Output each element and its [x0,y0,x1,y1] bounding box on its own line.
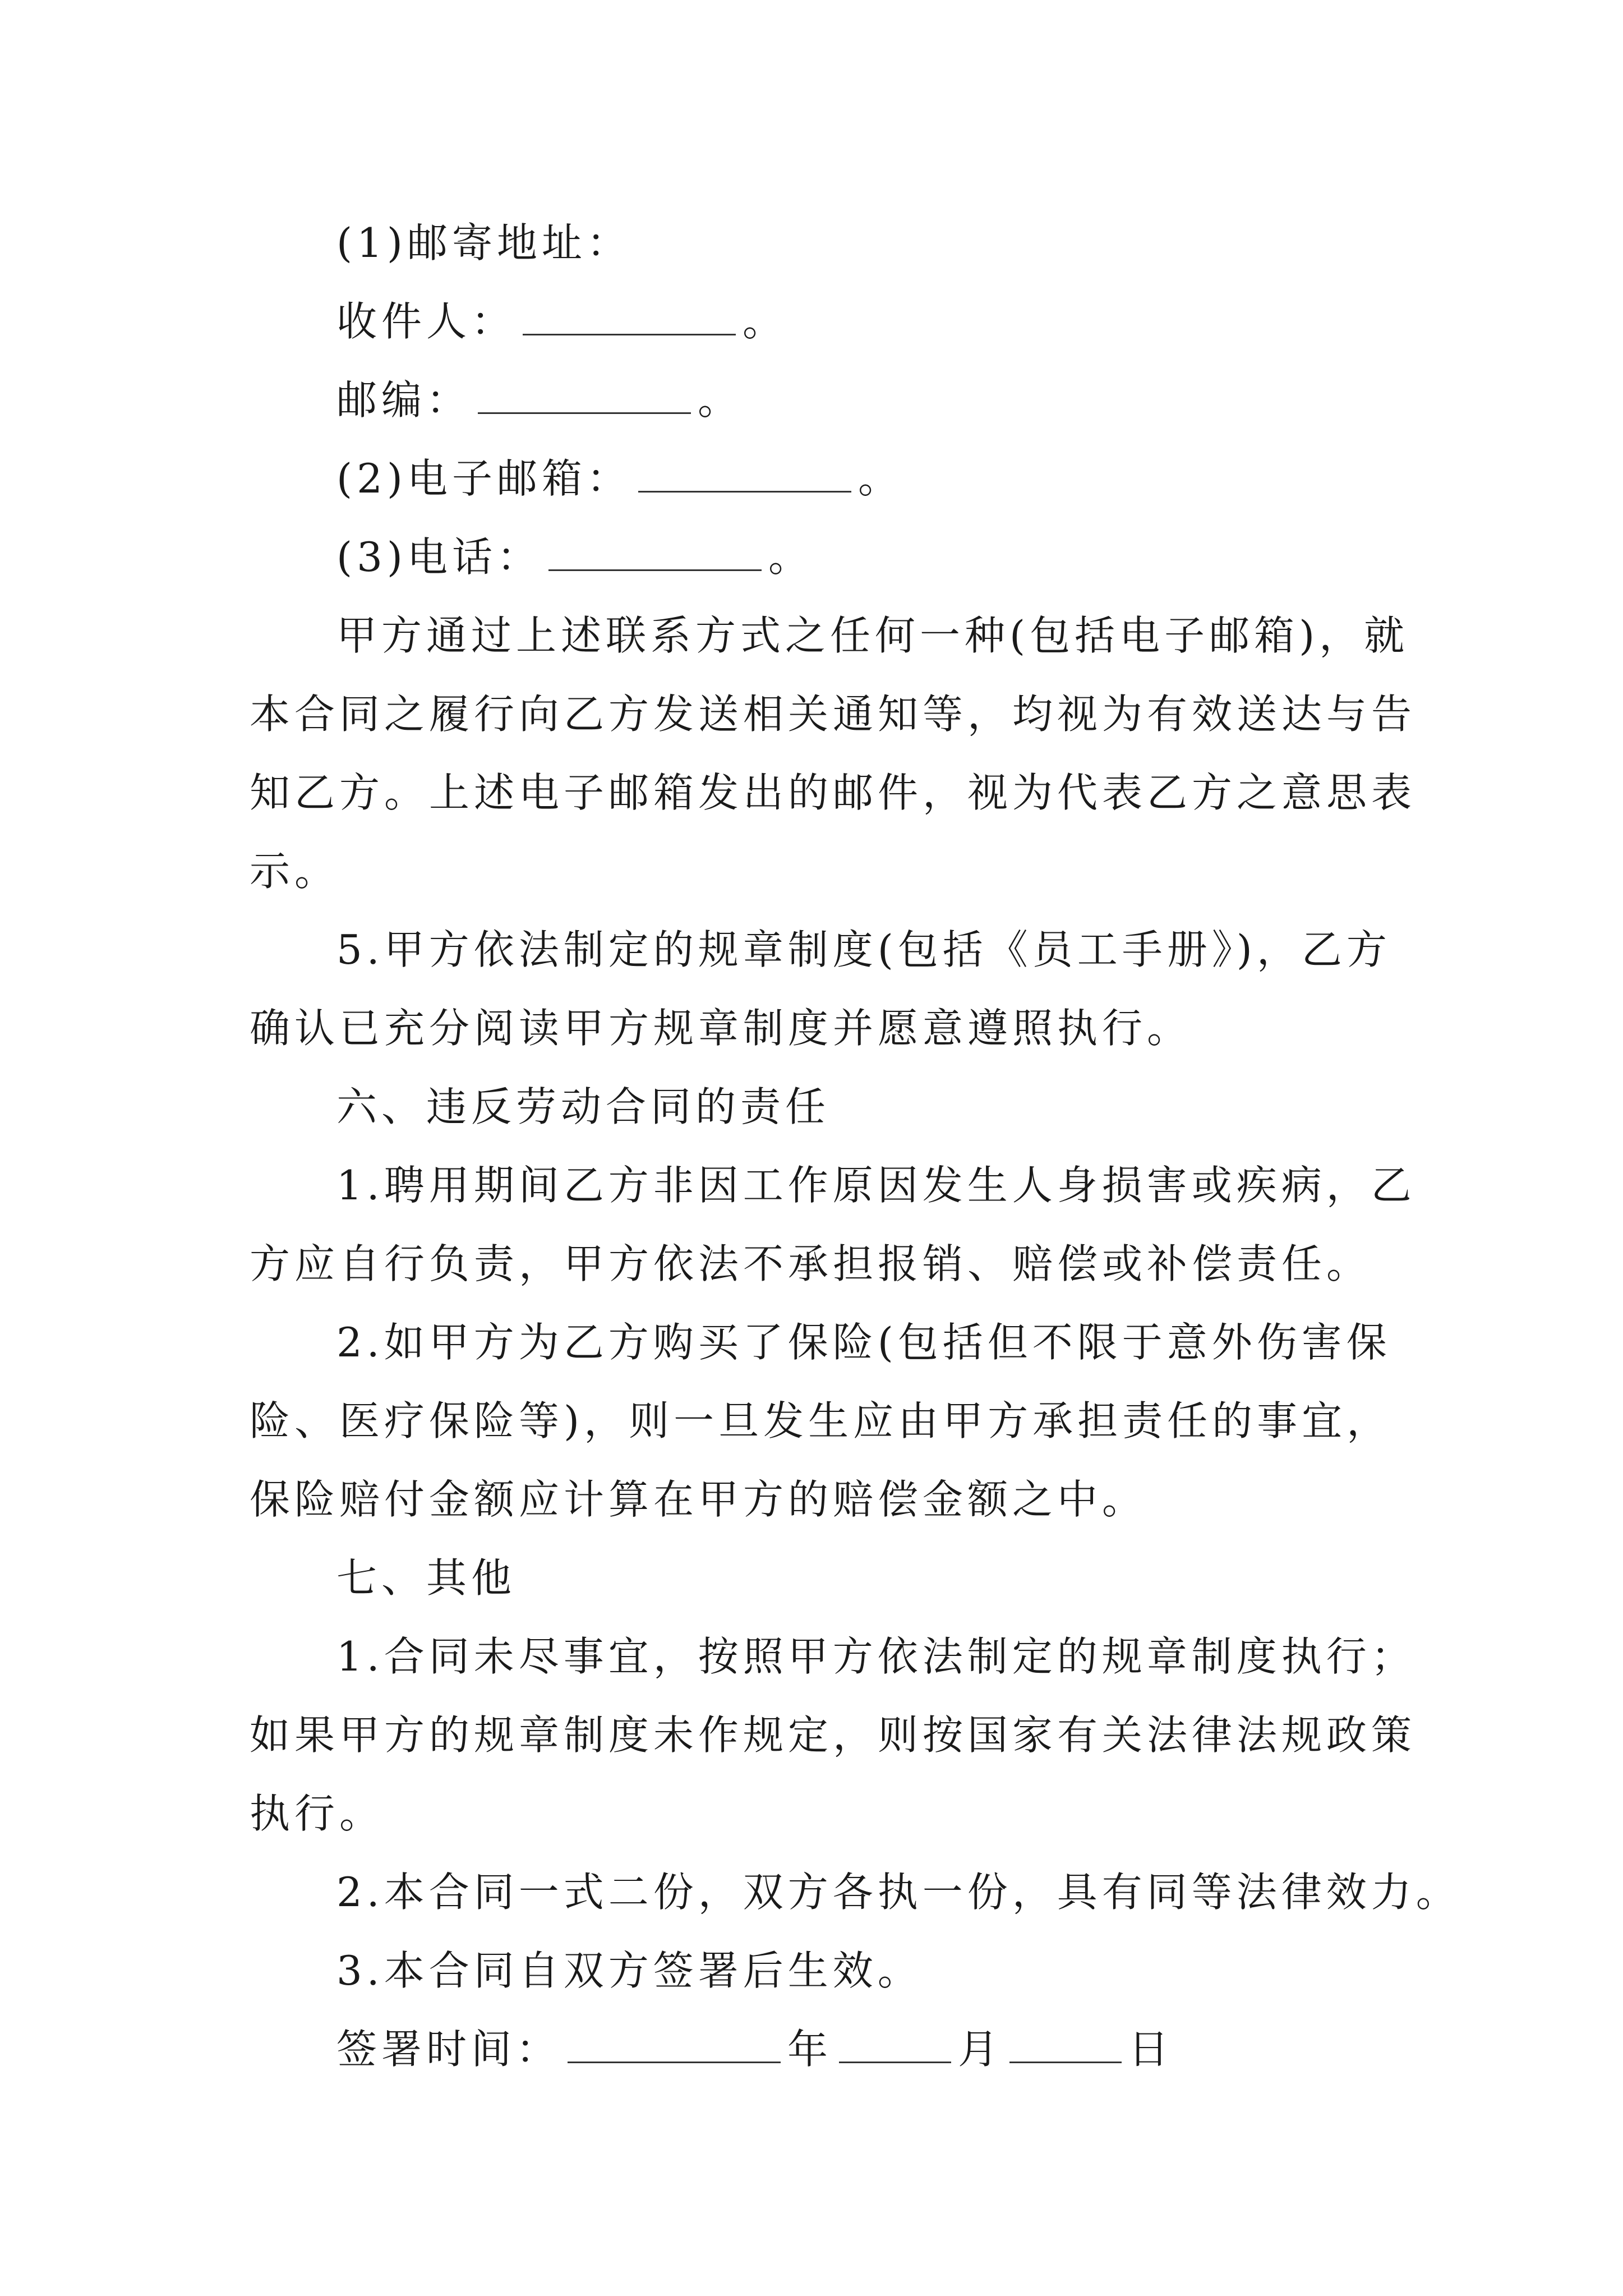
postcode-end: 。 [698,376,743,424]
signature-day-blank [1009,2024,1122,2063]
notice-line-2: 本合同之履行向乙方发送相关通知等，均视为有效送达与告 [250,691,1417,738]
notice-line-4: 示。 [250,848,340,895]
signature-month: 月 [958,2026,1003,2073]
postcode-blank [478,375,691,414]
section7-item1-line-3: 执行。 [250,1790,385,1837]
section6-item2-line-3: 保险赔付金额应计算在甲方的赔偿金额之中。 [250,1476,1147,1523]
section6-item2-line-2: 险、医疗保险等)，则一旦发生应由甲方承担责任的事宜， [250,1397,1392,1444]
notice-line-3: 知乙方。上述电子邮箱发出的邮件，视为代表乙方之意思表 [250,769,1417,816]
section7-item1-line-2: 如果甲方的规章制度未作规定，则按国家有关法律法规政策 [250,1711,1417,1759]
email-blank [638,454,851,493]
item5-line-2: 确认已充分阅读甲方规章制度并愿意遵照执行。 [250,1005,1192,1052]
email-label: (2)电子邮箱： [336,455,631,502]
section6-item1-line-2: 方应自行负责，甲方依法不承担报销、赔偿或补偿责任。 [250,1240,1372,1287]
section7-item3: 3.本合同自双方签署后生效。 [336,1947,923,1994]
email-line [336,452,1388,505]
postcode-line [336,373,1388,427]
section7-item1-line-1: 1.合同未尽事宜，按照甲方依法制定的规章制度执行； [336,1633,1416,1680]
phone-blank [548,532,762,571]
section6-heading: 六、违反劳动合同的责任 [336,1083,831,1130]
phone-line [336,530,1388,584]
section6-item1-line-1: 1.聘用期间乙方非因工作原因发生人身损害或疾病，乙 [336,1162,1416,1209]
signature-year: 年 [787,2026,833,2073]
section7-item2: 2.本合同一式二份，双方各执一份，具有同等法律效力。 [336,1869,1461,1916]
signature-year-blank [568,2024,781,2063]
recipient-end: 。 [743,298,788,345]
section7-heading: 七、其他 [336,1554,517,1602]
phone-end: 。 [768,533,814,581]
signature-month-blank [839,2024,951,2063]
signature-day: 日 [1128,2026,1174,2073]
item5-line-1: 5.甲方依法制定的规章制度(包括《员工手册》)，乙方 [336,926,1391,973]
postcode-label: 邮编： [336,376,472,424]
notice-line-1: 甲方通过上述联系方式之任何一种(包括电子邮箱)，就 [336,612,1409,659]
recipient-blank [523,297,736,335]
signature-line [336,2022,1388,2076]
phone-label: (3)电话： [336,533,542,581]
recipient-label: 收件人： [336,298,517,345]
mail-address-label: (1)邮寄地址： [336,219,631,266]
section6-item2-line-1: 2.如甲方为乙方购买了保险(包括但不限于意外伤害保 [336,1319,1391,1366]
recipient-line [336,295,1388,348]
signature-label: 签署时间： [336,2026,561,2073]
email-end: 。 [858,455,903,502]
